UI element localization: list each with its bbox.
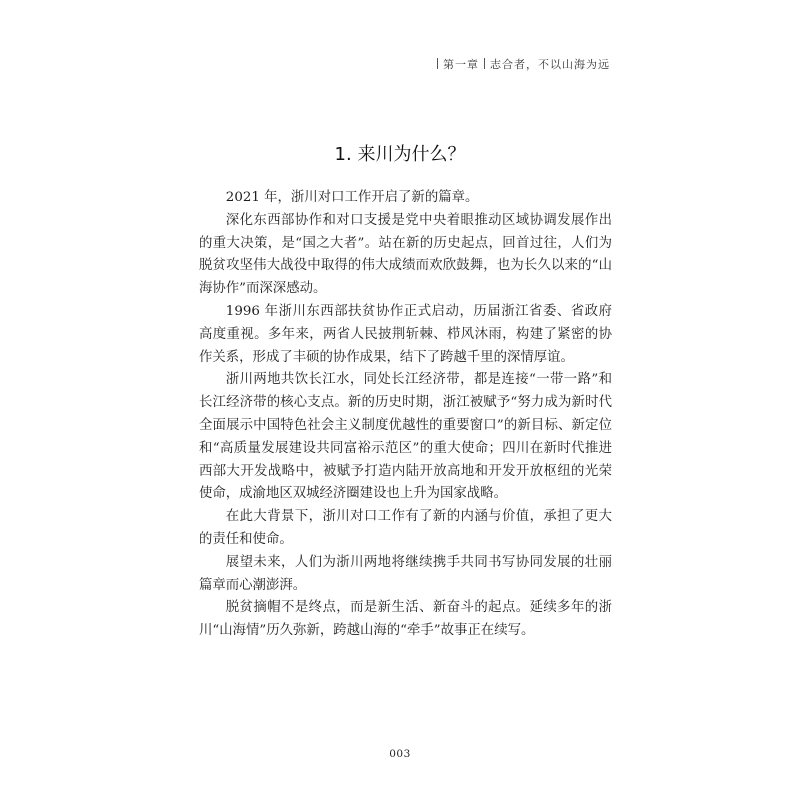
header-chapter: 第一章: [443, 58, 479, 71]
paragraph: 2021 年，浙川对口工作开启了新的篇章。: [225, 190, 479, 205]
paragraph: 浙川两地共饮长江水，同处长江经济带，都是连接“一带一路”和长江经济带的核心支点。新的历史时期，浙江被赋予“努力成为新时代全面展示中国特色社会主义制度优越性的重要窗口”的新目标、新定位和“高质量发展建设共同富裕示范区”的重大使命；四川在新时代推进西部大开发战略中，被赋予打造内陆开放高地和开发开放枢纽的光荣使命，成渝地区双城经济圈建设也上升为国家战略。: [199, 372, 612, 502]
body-text: [199, 187, 612, 643]
header-divider: [437, 58, 438, 69]
paragraph: 1996 年浙川东西部扶贫协作正式启动，历届浙江省委、省政府高度重视。多年来，两省人民披荆斩棘、栉风沐雨，构建了紧密的协作关系，形成了丰硕的协作成果，结下了跨越千里的深情厚谊。: [199, 303, 612, 365]
running-header: [432, 56, 610, 72]
paragraph: 深化东西部协作和对口支援是党中央着眼推动区域协调发展作出的重大决策，是“国之大者”。站在新的历史起点，回首过往，人们为脱贫攻坚伟大战役中取得的伟大成绩而欢欣鼓舞，也为长久以来的“山海协作”而深深感动。: [199, 212, 612, 297]
paragraph: 展望未来，人们为浙川两地将继续携手共同书写协同发展的壮丽篇章而心潮澎湃。: [199, 554, 612, 593]
paragraph: 脱贫摘帽不是终点，而是新生活、新奋斗的起点。延续多年的浙川“山海情”历久弥新，跨越山海的“牵手”故事正在续写。: [199, 600, 612, 639]
header-divider: [484, 58, 485, 69]
page-number: 003: [389, 748, 411, 760]
header-subtitle: 志合者，不以山海为远: [490, 58, 610, 71]
page-title: 1. 来川为什么？: [334, 144, 466, 165]
paragraph: 在此大背景下，浙川对口工作有了新的内涵与价值，承担了更大的责任和使命。: [199, 509, 612, 547]
